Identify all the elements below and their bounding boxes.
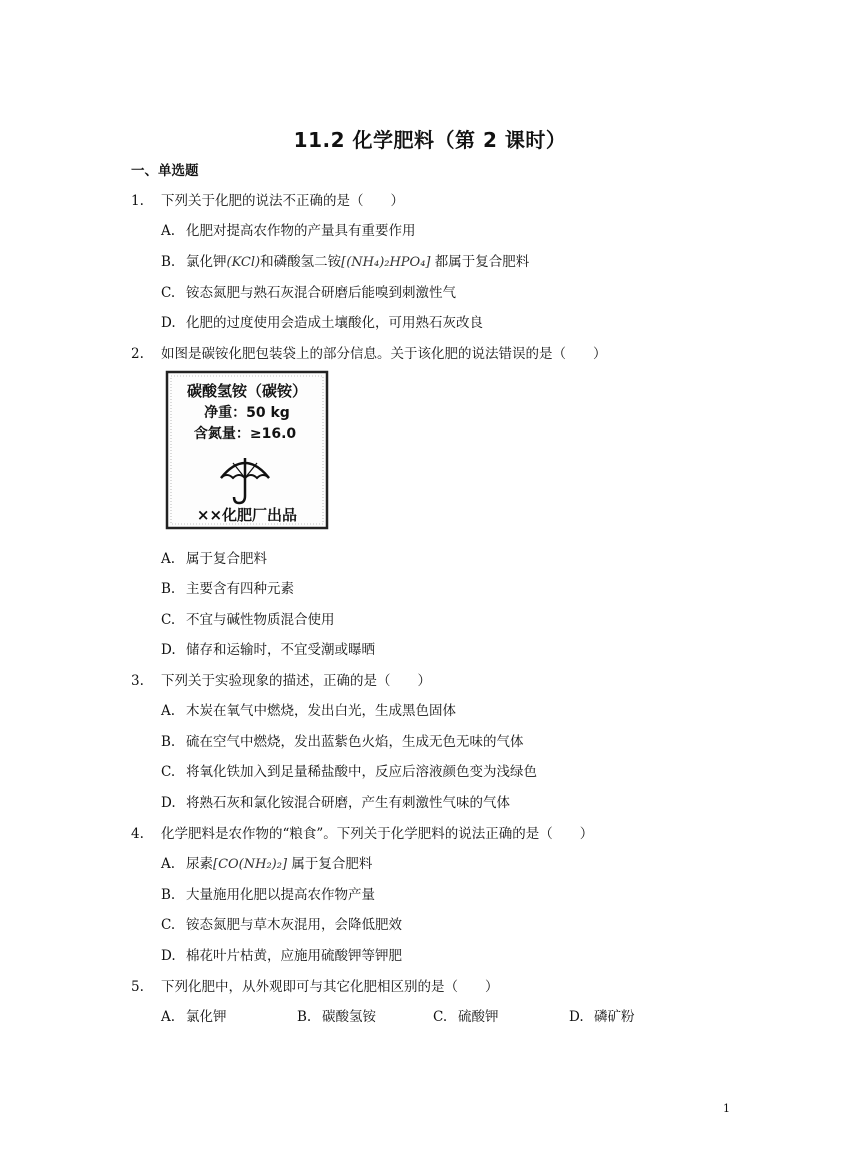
question-number: 5.: [131, 979, 144, 995]
question-2: [131, 342, 607, 362]
option-text: 将熟石灰和氯化铵混合研磨，产生有刺激性气味的气体: [186, 795, 510, 811]
option-text: 碳酸氢铵: [322, 1009, 376, 1025]
q4-option-b: [161, 883, 375, 903]
option-label: A.: [161, 856, 176, 872]
question-stem: 化学肥料是农作物的“粮食”。下列关于化学肥料的说法正确的是（ ）: [161, 826, 594, 842]
label-line-4: ××化肥厂出品: [196, 506, 298, 524]
q2-option-d: [161, 638, 375, 658]
option-text: 氯化钾: [186, 1009, 227, 1025]
option-text: 将氧化铁加入到足量稀盐酸中，反应后溶液颜色变为浅绿色: [186, 764, 537, 780]
option-text: 氯化钾: [186, 254, 227, 270]
option-label: B.: [161, 734, 176, 750]
option-label: D.: [161, 795, 176, 811]
chemical-formula: [(NH₄)₂HPO₄]: [341, 255, 431, 270]
question-1: [131, 189, 404, 209]
question-number: 4.: [131, 826, 144, 842]
option-text: 不宜与碱性物质混合使用: [186, 612, 335, 628]
option-text: 木炭在氧气中燃烧，发出白光，生成黑色固体: [186, 703, 456, 719]
option-text: 储存和运输时，不宜受潮或曝晒: [186, 642, 375, 658]
q4-option-a: [161, 852, 372, 872]
label-line-3: 含氮量：≥16.0: [193, 426, 297, 442]
question-number: 1.: [131, 193, 144, 209]
question-number: 2.: [131, 346, 144, 362]
q4-option-d: [161, 944, 402, 964]
q3-option-b: [161, 730, 524, 750]
option-text: 属于复合肥料: [186, 551, 267, 567]
q1-option-d: [161, 311, 483, 331]
q5-option-c: [433, 1005, 499, 1025]
option-label: D.: [569, 1009, 584, 1025]
chemical-formula: [CO(NH₂)₂]: [213, 857, 288, 872]
q5-option-d: [569, 1005, 635, 1025]
option-label: C.: [161, 764, 176, 780]
option-label: A.: [161, 703, 176, 719]
option-text: 铵态氮肥与草木灰混用，会降低肥效: [186, 917, 402, 933]
option-label: D.: [161, 642, 176, 658]
option-text: 属于复合肥料: [291, 856, 373, 872]
option-text: 都属于复合肥料: [434, 254, 530, 270]
option-label: B.: [161, 254, 176, 270]
option-label: A.: [161, 223, 176, 239]
option-text: 硫酸钾: [458, 1009, 499, 1025]
question-stem: 如图是碳铵化肥包装袋上的部分信息。关于该化肥的说法错误的是（ ）: [161, 346, 607, 362]
page-title: 11.2 化学肥料（第 2 课时）: [293, 128, 567, 152]
option-text: 化肥的过度使用会造成土壤酸化，可用熟石灰改良: [186, 315, 483, 331]
q1-option-c: [161, 281, 456, 301]
option-text: 大量施用化肥以提高农作物产量: [186, 887, 375, 903]
option-label: B.: [161, 887, 176, 903]
option-label: C.: [161, 917, 176, 933]
option-text: 硫在空气中燃烧，发出蓝紫色火焰，生成无色无味的气体: [186, 734, 524, 750]
q5-option-b: [297, 1005, 376, 1025]
section-heading: 一、单选题: [131, 163, 199, 179]
question-3: [131, 669, 431, 689]
option-label: A.: [161, 551, 176, 567]
option-label: B.: [161, 581, 176, 597]
q3-option-a: [161, 699, 456, 719]
option-label: C.: [161, 285, 176, 301]
option-text: 和磷酸氢二铵: [260, 254, 342, 270]
chemical-formula: (KCl): [226, 255, 261, 270]
q1-option-a: [161, 219, 416, 239]
question-5: [131, 975, 499, 995]
option-text: 铵态氮肥与熟石灰混合研磨后能嗅到刺激性气: [186, 285, 456, 301]
question-4: [131, 822, 593, 842]
q3-option-c: [161, 760, 537, 780]
option-label: B.: [297, 1009, 312, 1025]
q5-option-a: [161, 1005, 227, 1025]
option-text: 磷矿粉: [594, 1009, 635, 1025]
q2-option-c: [161, 608, 335, 628]
question-stem: 下列化肥中，从外观即可与其它化肥相区别的是（ ）: [161, 979, 499, 995]
q2-option-a: [161, 547, 267, 567]
q3-option-d: [161, 791, 510, 811]
question-stem: 下列关于实验现象的描述，正确的是（ ）: [161, 673, 431, 689]
label-line-1: 碳酸氢铵（碳铵）: [186, 382, 308, 400]
question-number: 3.: [131, 673, 144, 689]
option-text: 尿素: [186, 856, 213, 872]
option-text: 主要含有四种元素: [186, 581, 294, 597]
fertilizer-label-image: [165, 370, 329, 530]
option-label: D.: [161, 315, 176, 331]
q2-option-b: [161, 577, 294, 597]
option-label: D.: [161, 948, 176, 964]
option-label: C.: [433, 1009, 448, 1025]
question-stem: 下列关于化肥的说法不正确的是（ ）: [161, 193, 404, 209]
page-number: 1: [723, 1102, 730, 1115]
label-line-2: 净重：50 kg: [204, 405, 290, 421]
option-text: 棉花叶片枯黄，应施用硫酸钾等钾肥: [186, 948, 402, 964]
option-text: 化肥对提高农作物的产量具有重要作用: [186, 223, 416, 239]
q1-option-b: [161, 250, 529, 270]
option-label: A.: [161, 1009, 176, 1025]
option-label: C.: [161, 612, 176, 628]
q4-option-c: [161, 913, 402, 933]
